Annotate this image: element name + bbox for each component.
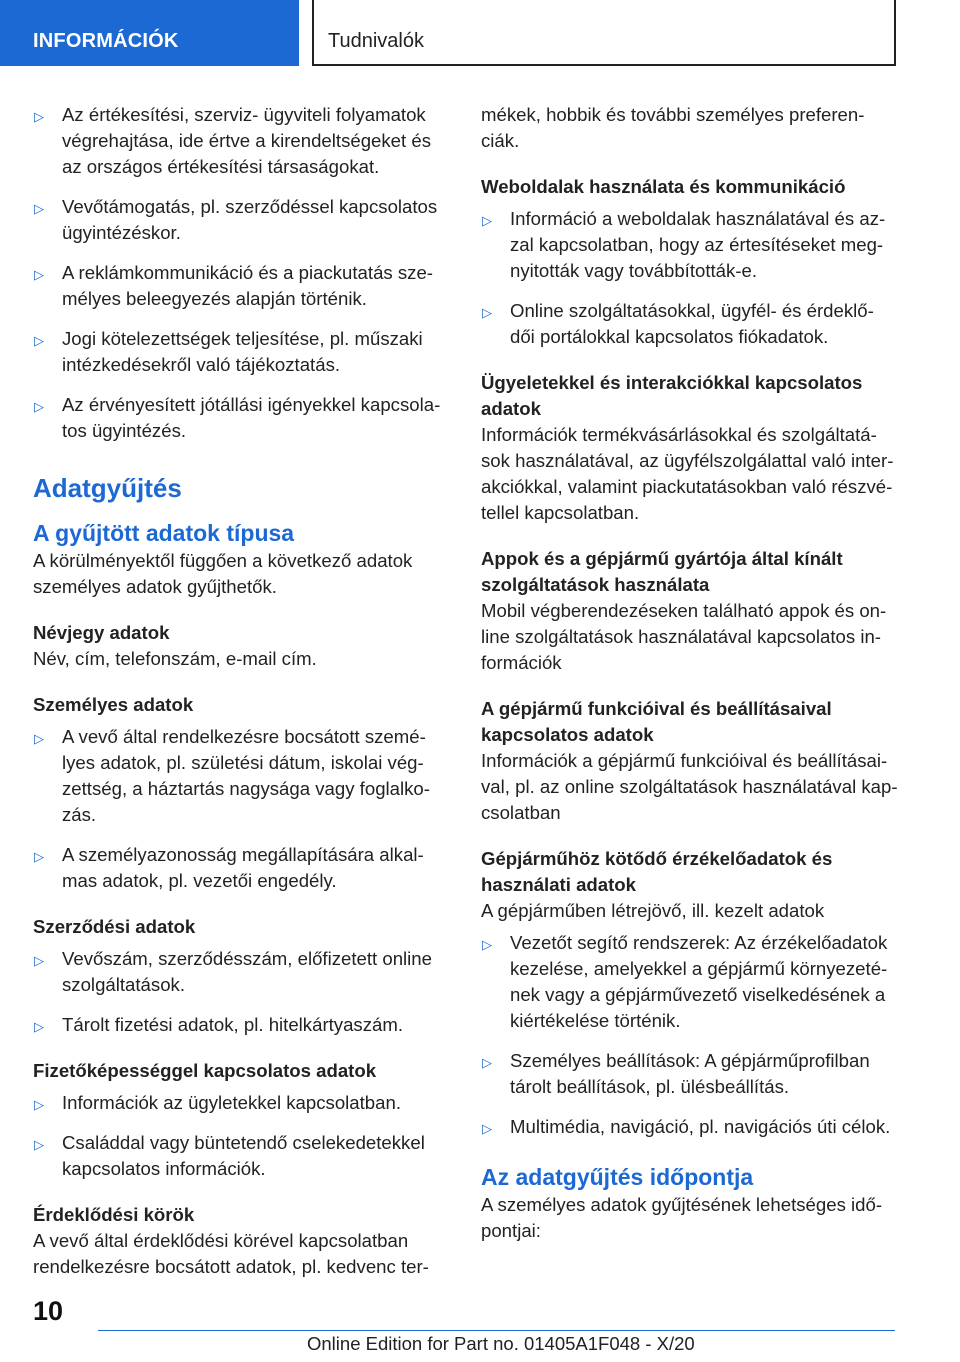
list-item: ▷ Tárolt fizetési adatok, pl. hitelkártyaszám. <box>33 1012 451 1038</box>
timing-heading: Az adatgyűjtés időpontja <box>481 1164 754 1190</box>
triangle-bullet-icon: ▷ <box>34 1137 44 1152</box>
functions-text: Információk a gépjármű funkcióival és beállításai- val, pl. az online szolgáltatások használatával kap- csolatban <box>481 750 898 823</box>
triangle-bullet-icon: ▷ <box>482 305 492 320</box>
apps-text: Mobil végberendezéseken található appok és on- line szolgáltatások használatával kapcsolatos in- formációk <box>481 600 887 673</box>
triangle-bullet-icon: ▷ <box>34 953 44 968</box>
right-column <box>481 104 899 1244</box>
triangle-bullet-icon: ▷ <box>34 849 44 864</box>
subsection-heading: A gyűjtött adatok típusa <box>33 520 295 546</box>
apps-title: Appok és a gépjármű gyártója által kínált szolgáltatások használata <box>481 548 843 595</box>
triangle-bullet-icon: ▷ <box>482 213 492 228</box>
triangle-bullet-icon: ▷ <box>34 1097 44 1112</box>
business-card-title: Névjegy adatok <box>33 622 170 643</box>
header-tabs <box>0 0 960 66</box>
triangle-bullet-icon: ▷ <box>34 267 44 282</box>
list-item: ▷ Az értékesítési, szerviz- ügyviteli folyamatok végrehajtása, ide értve a kirendeltségeket és az országos értékesítési társaságokat. <box>34 104 431 177</box>
interests-title: Érdeklődési körök <box>33 1204 195 1225</box>
page-number: 10 <box>33 1296 64 1326</box>
interactions-title: Ügyeletekkel és interakciókkal kapcsolatos adatok <box>481 372 863 419</box>
contract-title: Szerződési adatok <box>33 916 196 937</box>
list-item: ▷ A személyazonosság megállapítására alkal- mas adatok, pl. vezetői engedély. <box>34 844 424 891</box>
chapter-tab: Tudnivalók <box>312 0 896 66</box>
triangle-bullet-icon: ▷ <box>482 937 492 952</box>
solvency-title: Fizetőképességgel kapcsolatos adatok <box>33 1060 377 1081</box>
functions-title: A gépjármű funkcióival és beállításaival kapcsolatos adatok <box>481 698 832 745</box>
list-item: ▷ Személyes beállítások: A gépjárműprofilban tárolt beállítások, pl. ülésbeállítás. <box>482 1050 870 1097</box>
list-item: ▷ Vevőszám, szerződésszám, előfizetett online szolgáltatások. <box>34 948 432 995</box>
interests-text: A vevő által érdeklődési körével kapcsolatban rendelkezésre bocsátott adatok, pl. kedvenc ter- <box>33 1230 429 1277</box>
list-item: ▷ Multimédia, navigáció, pl. navigációs úti célok. <box>481 1114 899 1140</box>
triangle-bullet-icon: ▷ <box>34 109 44 124</box>
sensor-bullet-list <box>481 930 899 1140</box>
timing-text: A személyes adatok gyűjtésének lehetséges idő- pontjai: <box>481 1194 883 1241</box>
subsection-text: A körülményektől függően a következő adatok személyes adatok gyűjthetők. <box>33 550 413 597</box>
personal-title: Személyes adatok <box>33 694 194 715</box>
list-item: ▷ Jogi kötelezettségek teljesítése, pl. műszaki intézkedésekről való tájékoztatás. <box>34 328 423 375</box>
sensor-text: A gépjárműben létrejövő, ill. kezelt adatok <box>481 900 825 921</box>
personal-bullet-list <box>33 724 451 894</box>
web-title: Weboldalak használata és kommunikáció <box>481 176 846 197</box>
footer-divider <box>98 1330 895 1331</box>
solvency-bullet-list <box>33 1090 451 1182</box>
left-column <box>33 100 451 1280</box>
section-tab: INFORMÁCIÓK <box>0 0 299 66</box>
contract-bullet-list <box>33 946 451 1038</box>
triangle-bullet-icon: ▷ <box>34 1019 44 1034</box>
sensor-title: Gépjárműhöz kötődő érzékelőadatok és használati adatok <box>481 848 833 895</box>
list-item: ▷ Online szolgáltatásokkal, ügyfél- és érdeklő- dői portálokkal kapcsolatos fiókadatok. <box>482 300 874 347</box>
business-card-text: Név, cím, telefonszám, e-mail cím. <box>33 648 317 669</box>
triangle-bullet-icon: ▷ <box>34 731 44 746</box>
list-item: ▷ Az érvényesített jótállási igényekkel kapcsola- tos ügyintézés. <box>34 394 441 441</box>
triangle-bullet-icon: ▷ <box>482 1055 492 1070</box>
triangle-bullet-icon: ▷ <box>34 201 44 216</box>
list-item: ▷ Vevőtámogatás, pl. szerződéssel kapcsolatos ügyintézéskor. <box>34 196 438 243</box>
list-item: ▷ Információ a weboldalak használatával és az- zal kapcsolatban, hogy az értesítéseket meg- nyitották vagy továbbították-e. <box>482 208 886 281</box>
section-heading: Adatgyűjtés <box>33 473 182 503</box>
list-item: ▷ A reklámkommunikáció és a piackutatás sze- mélyes beleegyezés alapján történik. <box>34 262 433 309</box>
list-item: ▷ Információk az ügyletekkel kapcsolatban. <box>33 1090 451 1116</box>
triangle-bullet-icon: ▷ <box>34 399 44 414</box>
triangle-bullet-icon: ▷ <box>482 1121 492 1136</box>
interests-continued-text: mékek, hobbik és további személyes preferen- ciák. <box>481 104 865 151</box>
triangle-bullet-icon: ▷ <box>34 333 44 348</box>
list-item: ▷ Vezetőt segítő rendszerek: Az érzékelőadatok kezelése, amelyekkel a gépjármű környezeté- nek vagy a gépjárművezető viselkedésének a kiértékelése történik. <box>482 932 888 1031</box>
interactions-text: Információk termékvásárlásokkal és szolgáltatá- sok használatával, az ügyfélszolgálattal való inter- akciókkal, valamint piackutatásokban való részvé- tellel kapcsolatban. <box>481 424 894 523</box>
intro-bullet-list <box>33 102 451 444</box>
edition-text: Online Edition for Part no. 01405A1F048 - X/20 <box>307 1333 695 1354</box>
list-item: ▷ Családdal vagy büntetendő cselekedetekkel kapcsolatos információk. <box>34 1132 425 1179</box>
list-item: ▷ A vevő által rendelkezésre bocsátott szemé- lyes adatok, pl. születési dátum, iskolai vég- zettség, a háztartás nagysága vagy foglalko- zás. <box>34 726 430 825</box>
web-bullet-list <box>481 206 899 350</box>
